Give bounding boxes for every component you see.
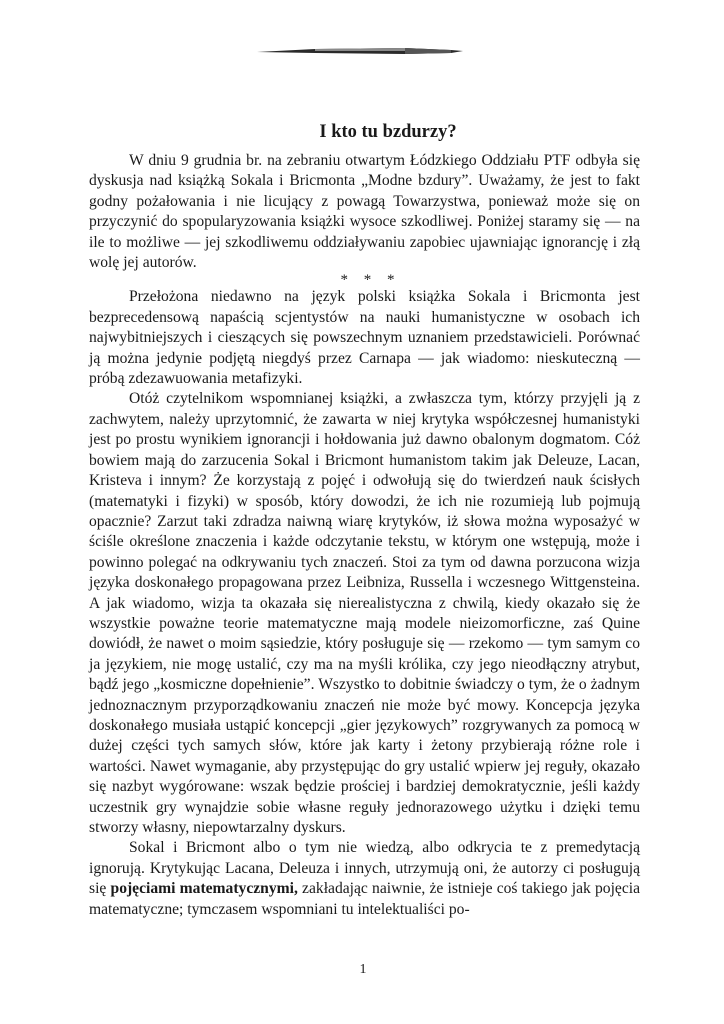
paragraph: Otóż czytelnikom wspomnianej książki, a zwłaszcza tym, którzy przyjęli ją z zachwytem, należy uprzytomnić, że zawarta w niej krytyka współczesnej humanistyki jest po prostu wynikiem ignorancji i hołdowania już dawno obalonym dogmatom. Cóż bowiem mają do zarzucenia Sokal i Bricmont humanistom takim jak Deleuze, Lacan, Kristeva i innym? Że korzystają z pojęć i odwołują się do twierdzeń nauk ścisłych (matematyki i fizyki) w sposób, który dowodzi, że ich nie rozumieją lub pojmują opacznie? Zarzut taki zdradza naiwną wiarę krytyków, iż słowa można wyposażyć w ściśle określone znaczenia i każde odczytanie tekstu, w którym one wstępują, może i powinno polegać na odkrywaniu tych znaczeń. Stoi za tym od dawna porzucona wizja języka doskonałego propagowana przez Leibniza, Russella i wczesnego Wittgensteina. A jak wiadomo, wizja ta okazała się nierealistyczna z chwilą, kiedy okazało się że wszystkie poważne teorie matematyczne mają modele nieizomorficzne, zaś Quine dowiódł, że nawet o moim sąsiedzie, który posługuje się — rzekomo — tym samym co ja językiem, nie mogę ustalić, czy ma na myśli królika, czy jego nieodłączny atrybut, bądź jego „kosmiczne dopełnienie”. Wszystko to dobitnie świadczy o tym, że o żadnym jednoznacznym przyporządkowaniu znaczeń nie może być mowy. Koncepcja języka doskonałego musiała ustąpić koncepcji „gier językowych” rozgrywanych za pomocą w dużej części tych samych słów, które jak karty i żetony przybierają różne role i wartości. Nawet wymaganie, aby przystępując do gry ustalić wpierw jej reguły, okazało się nazbyt wygórowane: wszak będzie prościej i bardziej demokratycznie, jeśli każdy uczestnik gry wynajdzie sobie własne reguły jednorazowego użytku i dzięki temu stworzy własny, niepowtarzalny dyskurs. (89, 390, 640, 836)
paragraph: W dniu 9 grudnia br. na zebraniu otwartym Łódzkiego Oddziału PTF odbyła się dyskusja nad książką Sokala i Bricmonta „Modne bzdury”. Uważamy, że jest to fakt godny pożałowania i nie licujący z powagą Towarzystwa, ponieważ może się on przyczynić do spopularyzowania książki wysoce szkodliwej. Poniżej staramy się — na ile to możliwe — jej szkodliwemu oddziaływaniu zapobiec ujawniając ignorancję i złą wolę jej autorów. (89, 152, 640, 272)
article-body (89, 151, 640, 920)
page-number: 1 (359, 962, 367, 977)
section-separator: * * * (340, 272, 401, 289)
page-title: I kto tu bzdurzy? (319, 122, 457, 143)
pen-ornament-icon (255, 44, 465, 58)
paragraph: Przełożona niedawno na język polski książka Sokala i Bricmonta jest bezprecedensową napaścią scjentystów na nauki humanistyczne w osobach ich najwybitniejszych i cieszących się powszechnym uznaniem przedstawicieli. Porównać ją można jedynie podjętą niegdyś przez Carnapa — jak wiadomo: nieskuteczną — próbą zdezawuowania metafizyki. (89, 288, 640, 388)
bold-phrase: pojęciami matematycznymi, (110, 880, 298, 898)
paragraph-text: zakładając naiwnie, że istnieje coś takiego jak pojęcia matematyczne; tymczasem wspomniani tu intelektualiści po- (89, 880, 640, 918)
paragraph-text: Sokal i Bricmont albo o tym nie wiedzą, albo odkrycia te z premedytacją ignorują. Krytykując Lacana, Deleuza i innych, utrzymują oni, że autorzy ci posługują się (89, 839, 640, 898)
paragraph-last (89, 838, 640, 920)
